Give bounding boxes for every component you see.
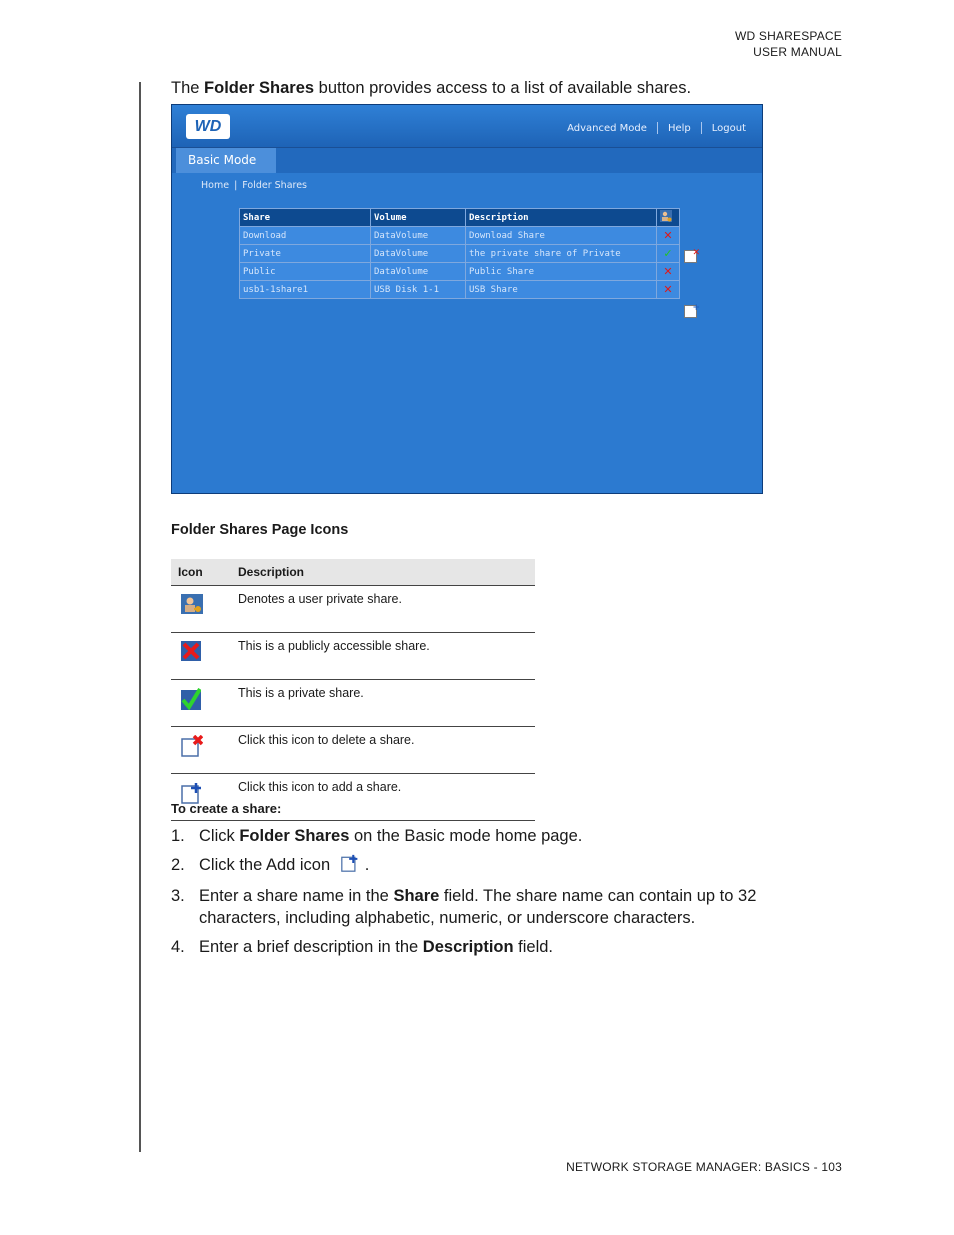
cell-description: the private share of Private [466, 245, 657, 263]
table-row[interactable] [240, 263, 680, 281]
icon-desc: Click this icon to delete a share. [231, 727, 535, 774]
step-text: on the Basic mode home page. [349, 827, 583, 845]
user-private-share-icon [171, 586, 231, 633]
step-bold: Share [393, 887, 440, 905]
public-x-icon: ✕ [657, 227, 680, 245]
step-number: 3. [171, 887, 185, 905]
table-row [171, 727, 535, 774]
private-check-icon: ✓ [657, 245, 680, 263]
breadcrumb: Home | Folder Shares [201, 180, 308, 191]
private-check-icon [171, 680, 231, 727]
icon-table [171, 559, 535, 821]
table-row[interactable] [240, 281, 680, 299]
header-description: Description [231, 559, 535, 586]
shares-table-header [240, 209, 680, 227]
table-caption: Folder Shares Page Icons [171, 522, 349, 538]
step-text: Enter a share name in the [199, 887, 394, 905]
cell-description: USB Share [466, 281, 657, 299]
step-number: 4. [171, 938, 185, 956]
cell-share: usb1-1share1 [240, 281, 371, 299]
add-share-icon[interactable]: + [684, 305, 697, 318]
icon-table-header [171, 559, 535, 586]
step-text: Click the Add icon [199, 856, 331, 874]
shares-table [239, 208, 680, 299]
list-item [171, 825, 831, 847]
icon-desc: Click this icon to add a share. [231, 774, 535, 821]
cell-volume: USB Disk 1-1 [371, 281, 466, 299]
table-row [171, 680, 535, 727]
logout-link[interactable]: Logout [711, 123, 746, 134]
intro-paragraph [171, 79, 691, 98]
intro-pre: The [171, 79, 205, 97]
icon-desc: This is a private share. [231, 680, 535, 727]
intro-post: button provides access to a list of available shares. [314, 79, 692, 97]
public-x-icon: ✕ [657, 263, 680, 281]
cell-share: Private [240, 245, 371, 263]
step-number: 2. [171, 856, 185, 874]
col-volume: Volume [371, 209, 466, 227]
app-topbar [172, 105, 762, 148]
step-text: field. [513, 938, 554, 956]
step-text: Click [199, 827, 240, 845]
cell-volume: DataVolume [371, 263, 466, 281]
step-number: 1. [171, 827, 185, 845]
folder-shares-screenshot [171, 104, 763, 494]
step-text: Enter a brief description in the [199, 938, 423, 956]
steps-list [171, 825, 831, 965]
icon-desc: This is a publicly accessible share. [231, 633, 535, 680]
wd-logo: WD [186, 114, 230, 139]
list-item [171, 854, 831, 878]
add-share-icon [341, 854, 359, 878]
cell-share: Download [240, 227, 371, 245]
table-row [171, 586, 535, 633]
step-bold: Description [422, 938, 514, 956]
help-link[interactable]: Help [667, 123, 691, 134]
public-x-icon [171, 633, 231, 680]
page-footer: NETWORK STORAGE MANAGER: BASICS - 103 [566, 1160, 842, 1174]
cell-volume: DataVolume [371, 227, 466, 245]
delete-share-icon[interactable]: ✕ [684, 250, 697, 263]
breadcrumb-home[interactable]: Home [201, 180, 230, 191]
step-text: field. The share name can contain up to 32 characters, including alphabetic, numeric, or underscore characters. [199, 887, 757, 927]
header-manual: USER MANUAL [753, 45, 842, 59]
step-bold: Folder Shares [239, 827, 350, 845]
procedure-heading: To create a share: [171, 801, 282, 816]
header-icon: Icon [171, 559, 231, 586]
margin-rule [139, 82, 141, 1152]
public-x-icon: ✕ [657, 281, 680, 299]
tab-basic-mode[interactable]: Basic Mode [176, 148, 276, 173]
cell-share: Public [240, 263, 371, 281]
header-product: WD SHARESPACE [734, 29, 842, 43]
list-item [171, 936, 831, 958]
intro-bold: Folder Shares [204, 79, 315, 97]
user-private-share-icon [657, 209, 680, 227]
cell-description: Download Share [466, 227, 657, 245]
delete-share-icon [171, 727, 231, 774]
list-item [171, 885, 831, 929]
tab-strip [172, 148, 762, 173]
table-row[interactable] [240, 227, 680, 245]
table-row[interactable] [240, 245, 680, 263]
top-links [567, 122, 746, 134]
step-text: . [364, 856, 370, 874]
cell-volume: DataVolume [371, 245, 466, 263]
running-header [735, 28, 842, 60]
breadcrumb-folder-shares: Folder Shares [242, 180, 308, 191]
cell-description: Public Share [466, 263, 657, 281]
advanced-mode-link[interactable]: Advanced Mode [567, 123, 647, 134]
table-row [171, 633, 535, 680]
col-share: Share [240, 209, 371, 227]
col-description: Description [466, 209, 657, 227]
icon-desc: Denotes a user private share. [231, 586, 535, 633]
